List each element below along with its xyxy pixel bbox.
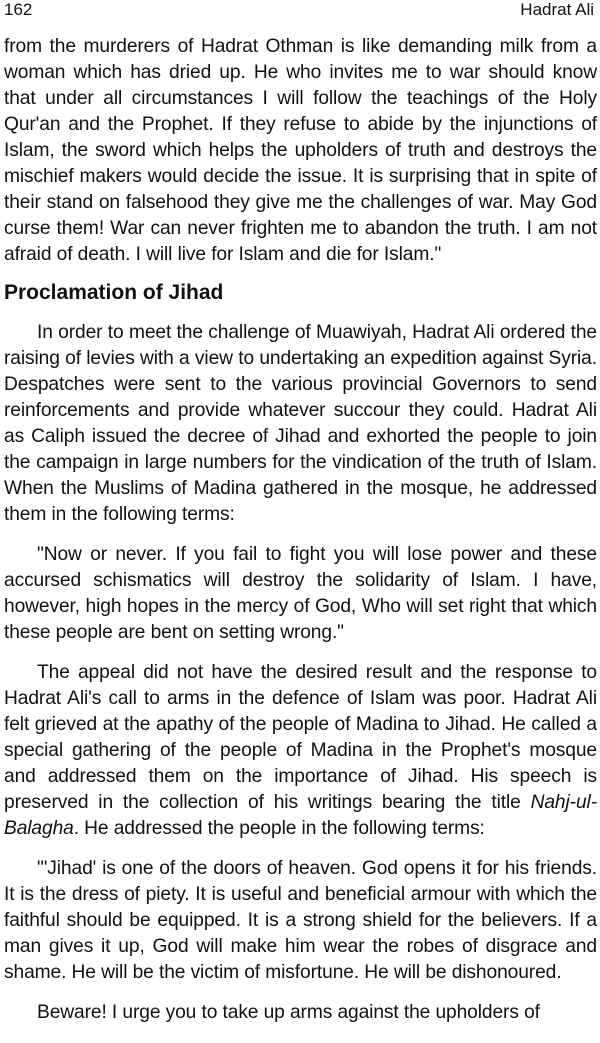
paragraph-continued: from the murderers of Hadrat Othman is like demanding milk from a woman which has dried up. He who invites me to war should know that under all circumstances I will follow the teachings of the Holy Qur'an and the Prophet. If they refuse to abide by the injunctions of Islam, the sword which helps the upholders of truth and destroys the mischief makers would decide the issue. It is surprising that in spite of their stand on falsehood they give me the challenges of war. May God curse them! War can never frighten me to abandon the truth. I am not afraid of death. I will live for Islam and die for Islam." [4,36,597,265]
section-heading: Proclamation of Jihad [4,281,224,304]
page-number: 162 [4,0,33,19]
quote-now-or-never: "Now or never. If you fail to fight you will lose power and these accursed schismatics will destroy the solidarity of Islam. I have, however, high hopes in the mercy of God, Who will set right that which these people are bent on setting wrong." [4,544,597,643]
paragraph-beware: Beware! I urge you to take up arms against the upholders of [37,1002,540,1023]
running-title: Hadrat Ali [520,0,594,19]
book-title: Nahj-ul-Balagha [4,792,597,839]
running-head [4,0,594,24]
paragraph-appeal-text: The appeal did not have the desired result and the response to Hadrat Ali's call to arms in the defence of Islam was poor. Hadrat Ali felt grieved at the apathy of the people of Madina to Jihad. He called a special gathering of the people of Madina in the Prophet's mosque and addressed them on the importance of Jihad. His speech is preserved in the collection of his writings bearing the title [4,662,597,813]
paragraph-appeal [4,660,597,842]
paragraph-levies: In order to meet the challenge of Muawiyah, Hadrat Ali ordered the raising of levies with a view to undertaking an expedition against Syria. Despatches were sent to the various provincial Governors to send reinforcements and provide whatever succour they could. Hadrat Ali as Caliph issued the decree of Jihad and exhorted the people to join the campaign in large numbers for the vindication of the truth of Islam. When the Muslims of Madina gathered in the mosque, he addressed them in the following terms: [4,322,597,525]
page-body [4,34,597,1026]
quote-jihad: "'Jihad' is one of the doors of heaven. God opens it for his friends. It is the dress of piety. It is useful and beneficial armour with which the faithful should be equipped. It is a strong shield for the believers. If a man gives it up, God will make him wear the robes of disgrace and shame. He will be the victim of misfortune. He will be dishonoured. [4,858,597,983]
paragraph-appeal-ending: . He addressed the people in the following terms: [73,818,485,839]
